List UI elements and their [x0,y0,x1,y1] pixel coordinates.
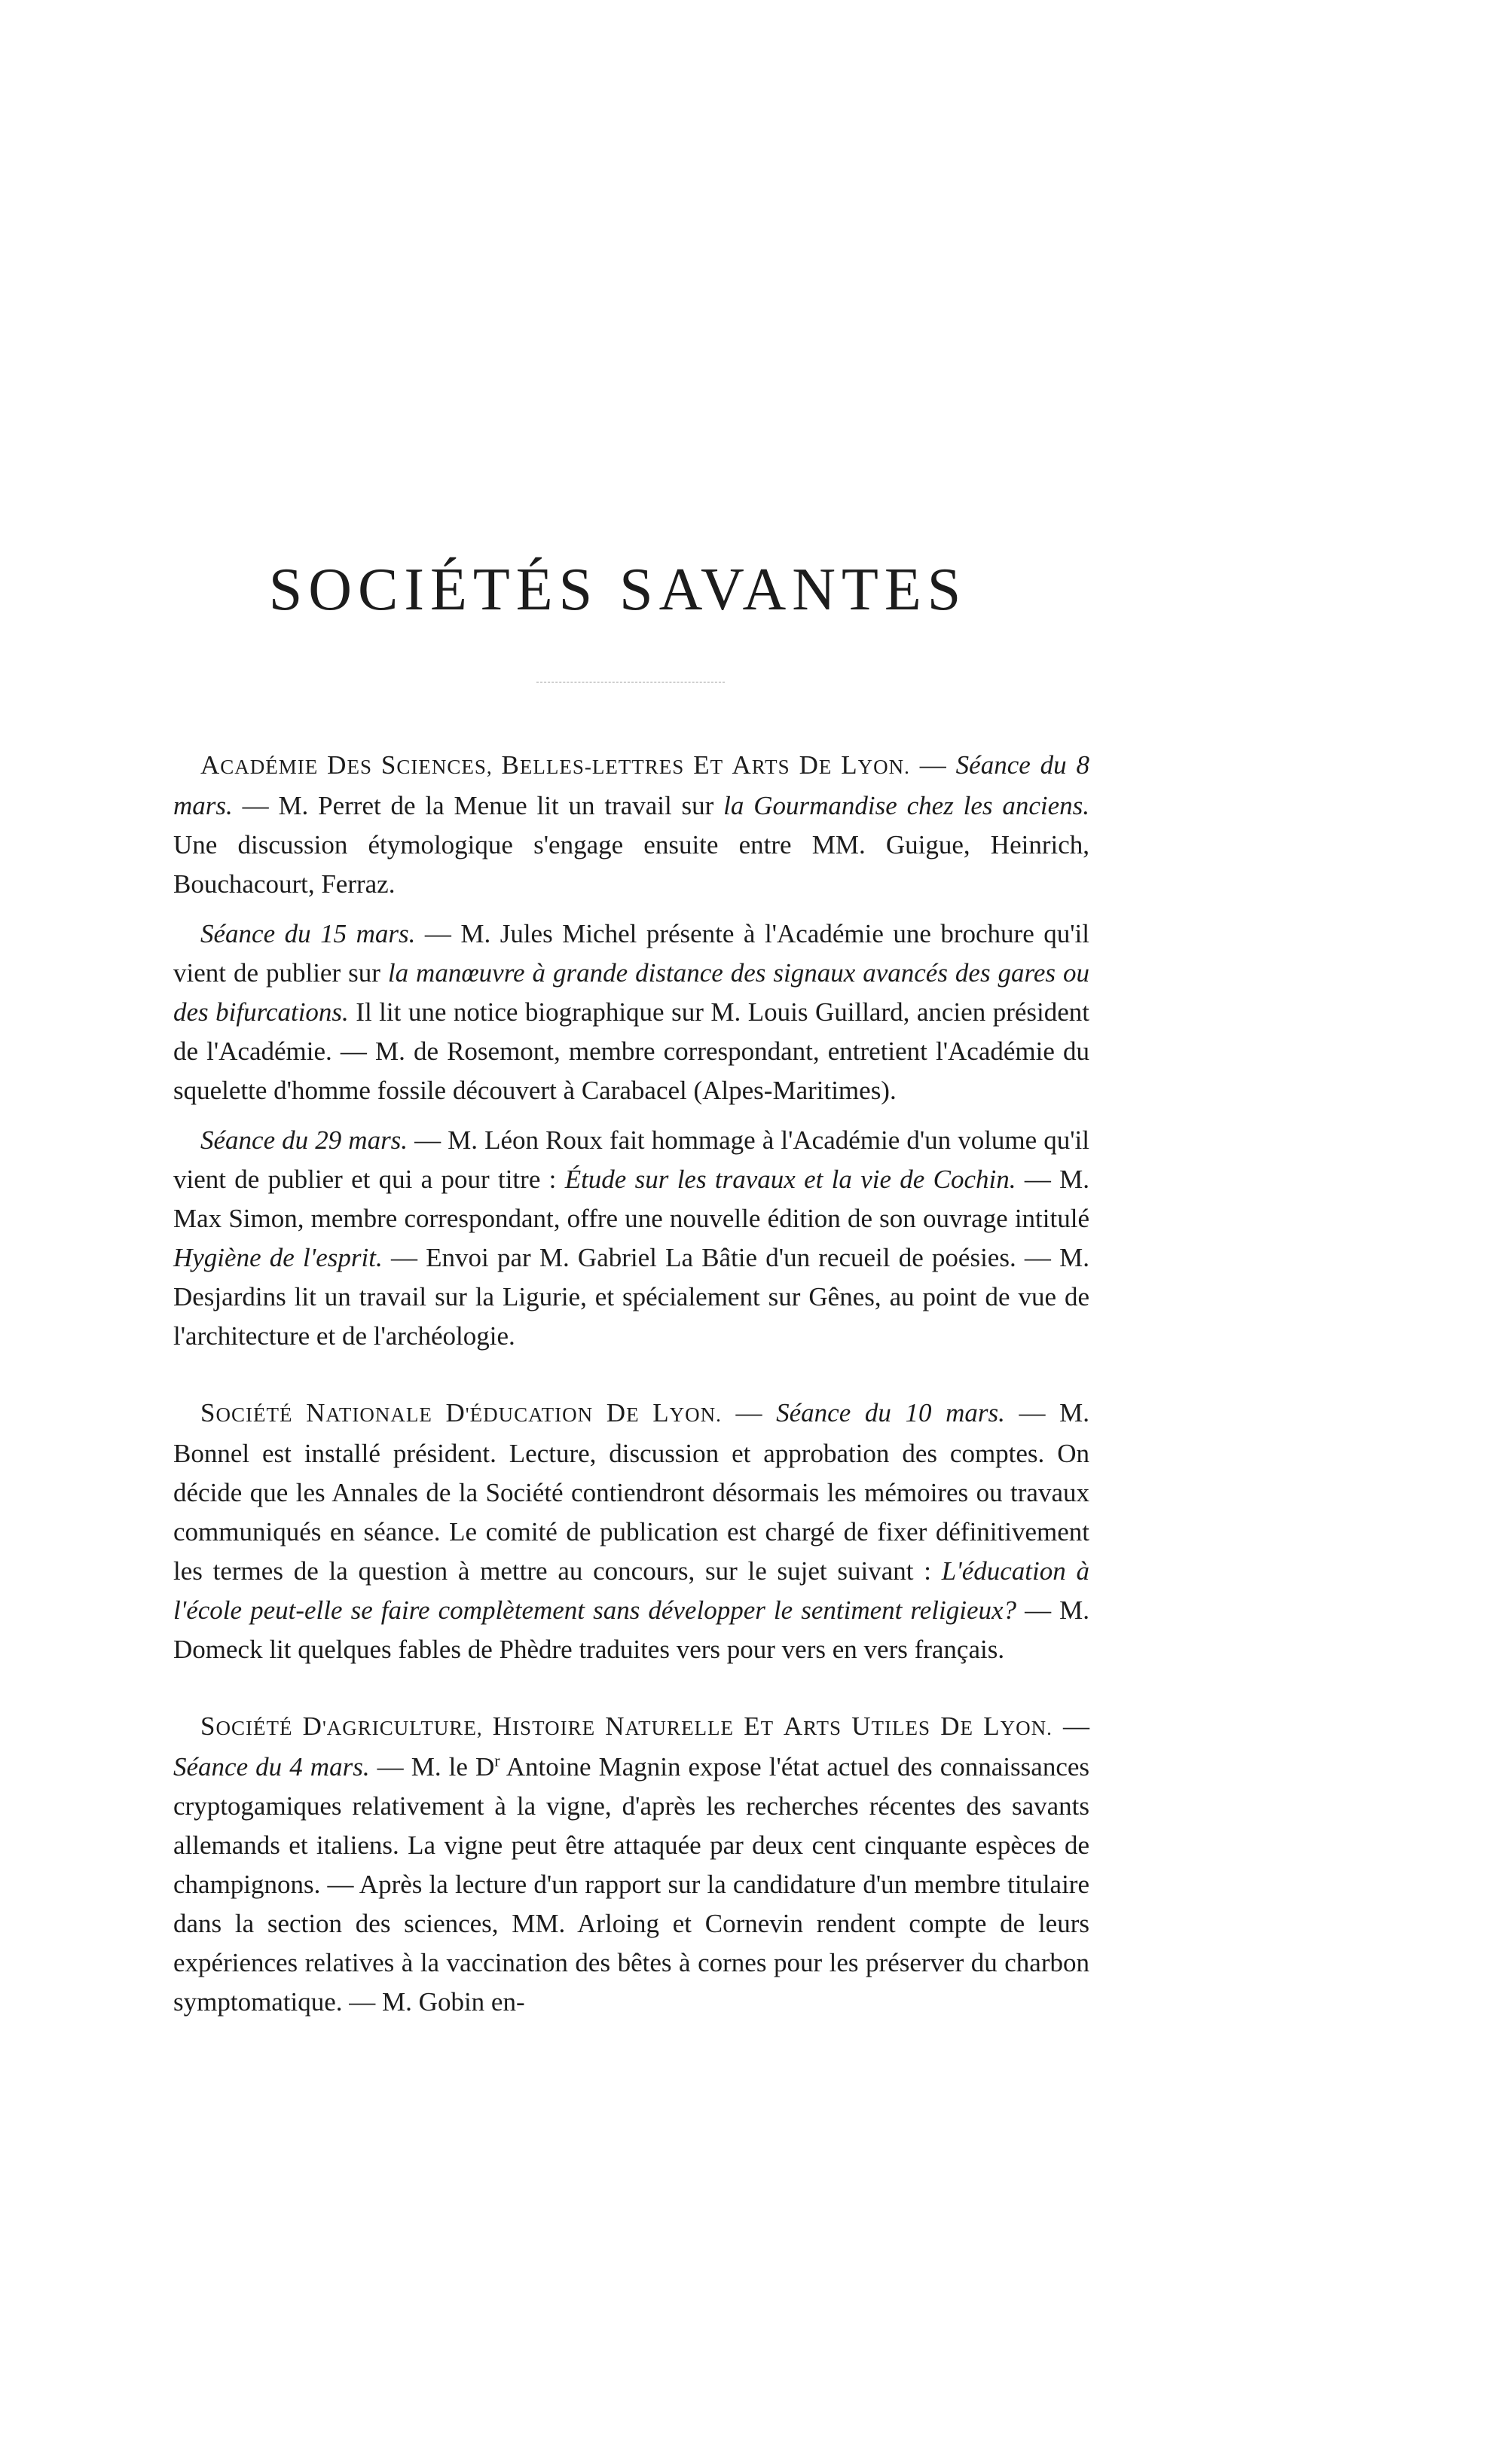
italic-phrase: la manœuvre à grande distance des signaux avancés des gares ou des bifurcations. [173,958,1090,1027]
italic-phrase: la Gourmandise chez les anciens. [723,791,1089,820]
session-paragraph [173,746,1089,904]
article-body [173,746,1089,2059]
society-heading: ACADÉMIE DES SCIENCES, BELLES-LETTRES ET ARTS DE LYON. [200,750,910,780]
body-text: — M. Léon Roux fait hommage à l'Académie d'un volume qu'il vient de publier et qui a pour titre : [173,1125,1089,1194]
society-heading: SOCIÉTÉ D'AGRICULTURE, HISTOIRE NATURELLE ET ARTS UTILES DE LYON. [200,1711,1053,1741]
body-text: Antoine Magnin expose l'état actuel des connaissances cryptogamiques relativement à la vigne, d'après les recherches récentes des savants allemands et italiens. La vigne peut être attaquée par deux cent cinquante espèces de champignons. — Après la lecture d'un rapport sur la candidature d'un membre titulaire dans la section des sciences, MM. Arloing et Cornevin rendent compte de leurs expériences relatives à la vaccination des bêtes à cornes pour les préserver du charbon symptomatique. — M. Gobin en- [173,1752,1090,2017]
italic-phrase: Séance du 15 mars. [200,919,416,948]
page-title: SOCIÉTÉS SAVANTES [268,557,967,623]
body-text: — [721,1398,777,1427]
italic-phrase: Étude sur les travaux et la vie de Cochin. [564,1165,1016,1194]
session-paragraph [173,1707,1089,2022]
body-text: — [909,750,956,780]
society-section [173,746,1089,1356]
body-text: Une discussion étymologique s'engage ensuite entre MM. Guigue, Heinrich, Bouchacourt, Ferraz. [173,830,1089,899]
body-text: — M. le D [369,1752,495,1782]
body-text: Il lit une notice biographique sur M. Louis Guillard, ancien président de l'Académie. — M. de Rosemont, membre correspondant, entretient l'Académie du squelette d'homme fossile découvert à Carabacel (Alpes-Maritimes). [173,997,1089,1105]
superscript: r [494,1751,500,1770]
italic-phrase: Séance du 4 mars. [173,1752,370,1782]
society-section [173,1707,1089,2022]
body-text: — [1052,1711,1090,1741]
society-section [173,1394,1089,1669]
body-text: — M. Jules Michel présente à l'Académie une brochure qu'il vient de publier sur [173,919,1089,988]
session-paragraph [173,914,1089,1110]
body-text: — M. Domeck lit quelques fables de Phèdre traduites vers pour vers en vers français. [173,1595,1089,1664]
italic-phrase: Séance du 10 mars. [776,1398,1005,1427]
society-heading: SOCIÉTÉ NATIONALE D'ÉDUCATION DE LYON. [200,1398,722,1427]
italic-phrase: L'éducation à l'école peut-elle se faire complètement sans développer le sentiment religieux? [173,1556,1089,1625]
italic-phrase: Séance du 8 mars. [173,750,1090,820]
body-text: — Envoi par M. Gabriel La Bâtie d'un recueil de poésies. — M. Desjardins lit un travail sur la Ligurie, et spécialement sur Gênes, au point de vue de l'architecture et de l'archéologie. [173,1243,1089,1351]
italic-phrase: Séance du 29 mars. [200,1125,408,1155]
session-paragraph [173,1121,1089,1356]
italic-phrase: Hygiène de l'esprit. [173,1243,383,1272]
session-paragraph [173,1394,1089,1669]
body-text: — M. Max Simon, membre correspondant, offre une nouvelle édition de son ouvrage intitulé [173,1165,1090,1233]
body-text: — M. Bonnel est installé président. Lecture, discussion et approbation des comptes. On décide que les Annales de la Société contiendront désormais les mémoires ou travaux communiqués en séance. Le comité de publication est chargé de fixer définitivement les termes de la question à mettre au concours, sur le sujet suivant : [173,1398,1090,1586]
body-text: — M. Perret de la Menue lit un travail sur [232,791,724,820]
